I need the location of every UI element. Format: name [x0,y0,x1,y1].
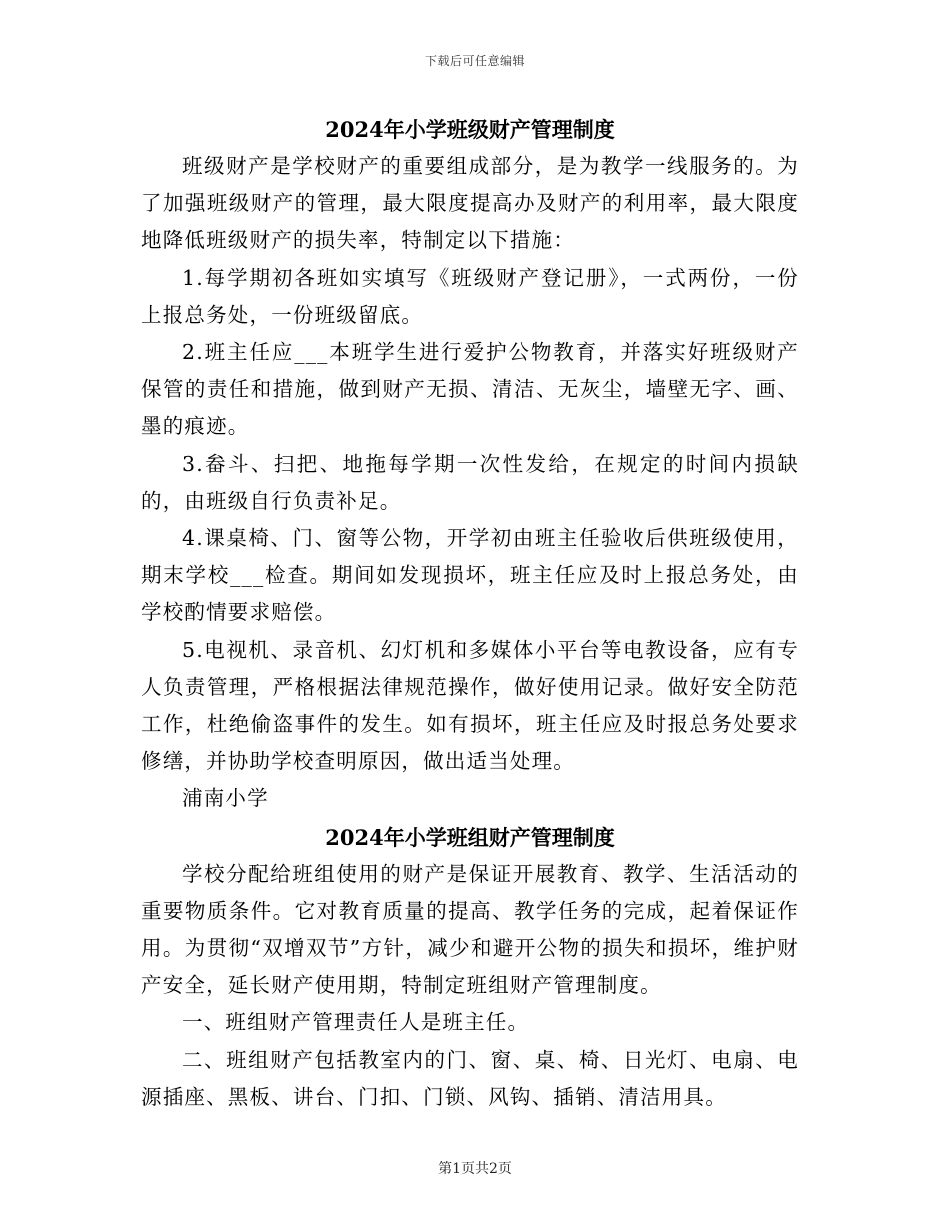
section1-item-5: 5.电视机、录音机、幻灯机和多媒体小平台等电教设备，应有专人负责管理，严格根据法律规范操作，做好使用记录。做好安全防范工作，杜绝偷盗事件的发生。如有损坏，班主任应及时报总务处要求修缮，并协助学校查明原因，做出适当处理。 [141,637,799,774]
section1-item-1: 1.每学期初各班如实填写《班级财产登记册》，一式两份，一份上报总务处，一份班级留底。 [141,265,799,327]
section2-intro-paragraph: 学校分配给班组使用的财产是保证开展教育、教学、生活活动的重要物质条件。它对教育质量的提高、教学任务的完成，起着保证作用。为贯彻“双增双节”方针，减少和避开公物的损失和损坏，维护财产安全，延长财产使用期，特制定班组财产管理制度。 [141,861,799,998]
document-body [141,112,799,1116]
page-footer: 第1页共2页 [438,1161,512,1177]
section2-item-1: 一、班组财产管理责任人是班主任。 [182,1010,530,1035]
section2-title: 2024年小学班组财产管理制度 [325,824,615,850]
section2-item-2: 二、班组财产包括教室内的门、窗、桌、椅、日光灯、电扇、电源插座、黑板、讲台、门扣、门锁、风钩、插销、清洁用具。 [141,1047,799,1109]
page-header: 下载后可任意编辑 [424,54,525,68]
section1-item-2: 2.班主任应___本班学生进行爱护公物教育，并落实好班级财产保管的责任和措施，做到财产无损、清洁、无灰尘，墙壁无字、画、墨的痕迹。 [141,340,799,439]
section1-intro-paragraph: 班级财产是学校财产的重要组成部分，是为教学一线服务的。为了加强班级财产的管理，最大限度提高办及财产的利用率，最大限度地降低班级财产的损失率，特制定以下措施： [141,154,799,253]
section1-item-3: 3.畚斗、扫把、地拖每学期一次性发给，在规定的时间内损缺的，由班级自行负责补足。 [141,451,799,513]
section1-signature: 浦南小学 [182,786,269,811]
section1-title: 2024年小学班级财产管理制度 [325,117,615,142]
section1-item-4: 4.课桌椅、门、窗等公物，开学初由班主任验收后供班级使用，期末学校___检查。期间如发现损坏，班主任应及时上报总务处，由学校酌情要求赔偿。 [141,526,799,625]
